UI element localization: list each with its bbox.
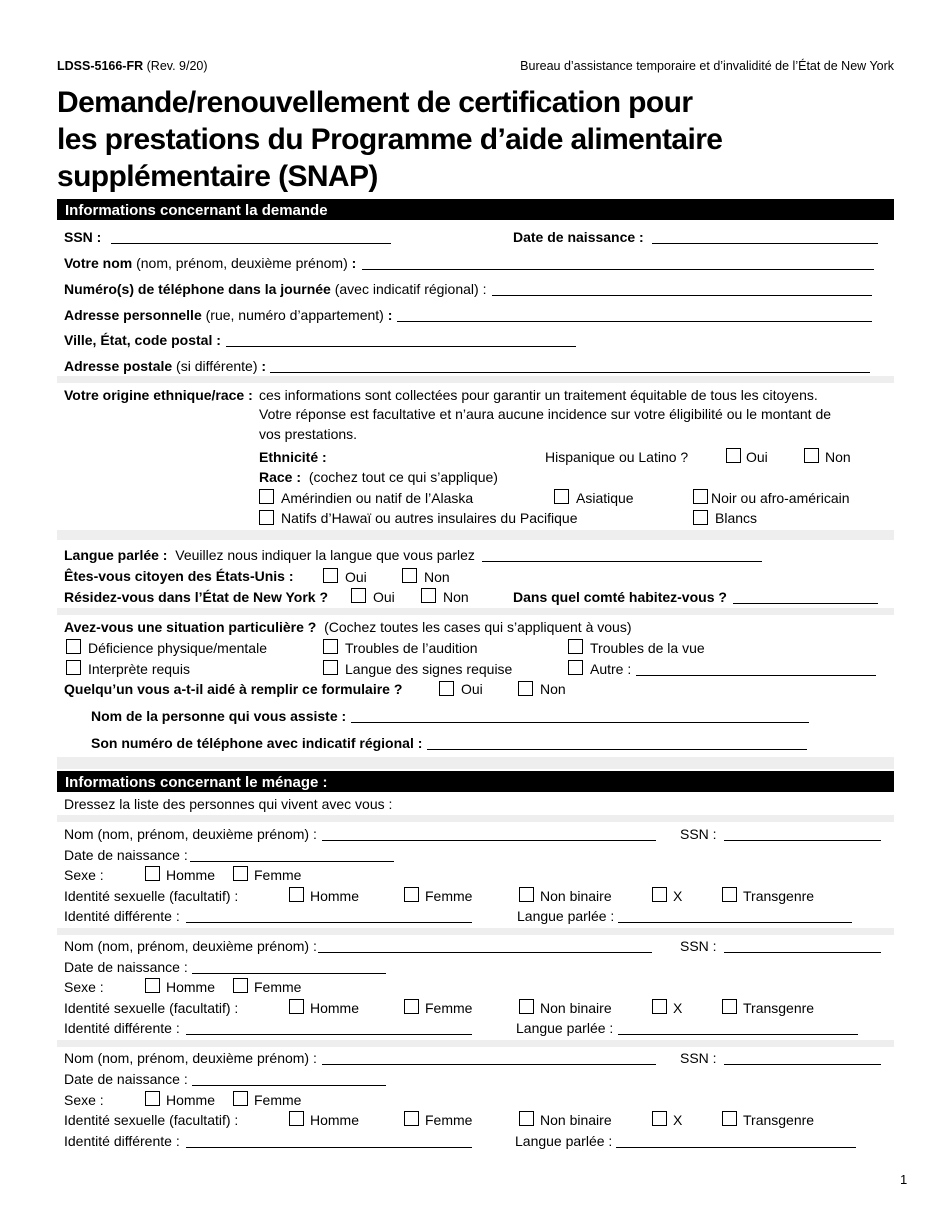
agency-name: Bureau d’assistance temporaire et d’invalidité de l’État de New York xyxy=(520,59,894,73)
mailing-label-bold: Adresse postale xyxy=(64,358,173,374)
special-other-label: Autre : xyxy=(590,661,632,677)
address-label xyxy=(64,308,392,322)
section-divider xyxy=(57,928,894,935)
member-sex-male-label: Homme xyxy=(166,867,216,883)
helper-phone-field[interactable] xyxy=(427,749,807,750)
member-name-label: Nom (nom, prénom, deuxième prénom) : xyxy=(64,938,317,954)
application-section-header xyxy=(57,199,894,220)
member-identity-female-label: Femme xyxy=(425,1000,473,1016)
race-asian-label: Asiatique xyxy=(576,490,634,506)
resident-no-label: Non xyxy=(443,589,469,605)
member-identity-label: Identité sexuelle (facultatif) : xyxy=(64,1000,239,1016)
member-sex-male-checkbox[interactable] xyxy=(145,978,160,993)
member-identity-male-checkbox[interactable] xyxy=(289,1111,304,1126)
member-identity-label: Identité sexuelle (facultatif) : xyxy=(64,888,239,904)
member-other-identity-label: Identité différente : xyxy=(64,908,180,924)
mailing-label-colon: : xyxy=(257,358,267,374)
member-identity-female-label: Femme xyxy=(425,1112,473,1128)
ethnicity-race-label: Votre origine ethnique/race : xyxy=(64,387,253,403)
member-ssn-field[interactable] xyxy=(724,1064,881,1065)
member-sex-female-label: Femme xyxy=(254,979,302,995)
member-language-field[interactable] xyxy=(616,1147,856,1148)
member-sex-male-label: Homme xyxy=(166,979,216,995)
household-section-title: Informations concernant le ménage : xyxy=(65,774,328,791)
member-identity-male-checkbox[interactable] xyxy=(289,999,304,1014)
language-prompt: Veuillez nous indiquer la langue que vous parlez xyxy=(175,547,475,563)
member-sex-female-checkbox[interactable] xyxy=(233,978,248,993)
member-identity-label: Identité sexuelle (facultatif) : xyxy=(64,1112,239,1128)
race-label-line xyxy=(259,470,498,484)
member-identity-nonbinary-checkbox[interactable] xyxy=(519,887,534,902)
member-language-field[interactable] xyxy=(618,922,852,923)
ssn-field[interactable] xyxy=(111,243,391,244)
mailing-label xyxy=(64,359,266,373)
page-number: 1 xyxy=(900,1172,908,1187)
name-label-colon: : xyxy=(347,255,357,271)
address-field[interactable] xyxy=(397,321,872,322)
citizen-yes-label: Oui xyxy=(345,569,367,585)
race-hint: (cochez tout ce qui s’applique) xyxy=(308,469,498,485)
special-line xyxy=(64,620,632,634)
special-hearing-label: Troubles de l’audition xyxy=(345,640,478,656)
helped-yes-label: Oui xyxy=(461,681,483,697)
county-question: Dans quel comté habitez-vous ? xyxy=(513,589,727,605)
hispanic-yes-label: Oui xyxy=(746,449,768,465)
address-label-bold: Adresse personnelle xyxy=(64,307,202,323)
form-revision: (Rev. 9/20) xyxy=(146,59,208,73)
section-divider xyxy=(57,1040,894,1047)
member-ssn-label: SSN : xyxy=(680,1050,717,1066)
member-dob-field[interactable] xyxy=(192,973,386,974)
member-language-label: Langue parlée : xyxy=(515,1133,613,1149)
title-line-3: supplémentaire (SNAP) xyxy=(57,160,378,193)
member-identity-female-checkbox[interactable] xyxy=(404,999,419,1014)
ethnicity-desc-1: ces informations sont collectées pour garantir un traitement équitable de tous les citoyens. xyxy=(259,387,818,403)
ethnicity-label: Ethnicité : xyxy=(259,449,327,465)
member-other-identity-label: Identité différente : xyxy=(64,1020,180,1036)
hispanic-no-checkbox[interactable] xyxy=(804,448,819,463)
hispanic-question: Hispanique ou Latino ? xyxy=(545,449,689,465)
helper-name-label: Nom de la personne qui vous assiste : xyxy=(91,708,347,724)
member-identity-transgender-checkbox[interactable] xyxy=(722,1111,737,1126)
special-hearing-checkbox[interactable] xyxy=(323,639,338,654)
phone-label xyxy=(64,282,486,296)
member-identity-transgender-label: Transgenre xyxy=(743,888,815,904)
member-identity-x-checkbox[interactable] xyxy=(652,999,667,1014)
race-native-american-label: Amérindien ou natif de l’Alaska xyxy=(281,490,474,506)
special-hint: (Cochez toutes les cases qui s’appliquent à vous) xyxy=(324,619,632,635)
address-label-hint: (rue, numéro d’appartement) xyxy=(201,307,384,323)
member-identity-nonbinary-label: Non binaire xyxy=(540,888,612,904)
member-identity-x-label: X xyxy=(673,1000,683,1016)
resident-no-checkbox[interactable] xyxy=(421,588,436,603)
member-name-label: Nom (nom, prénom, deuxième prénom) : xyxy=(64,1050,317,1066)
special-interpreter-checkbox[interactable] xyxy=(66,660,81,675)
special-label: Avez-vous une situation particulière ? xyxy=(64,619,317,635)
member-dob-label: Date de naissance : xyxy=(64,959,188,975)
member-identity-male-label: Homme xyxy=(310,1112,360,1128)
city-field[interactable] xyxy=(226,346,576,347)
section-divider xyxy=(57,815,894,822)
title-line-2: les prestations du Programme d’aide alimentaire xyxy=(57,123,723,156)
member-identity-transgender-label: Transgenre xyxy=(743,1000,815,1016)
household-section-header xyxy=(57,771,894,792)
member-dob-field[interactable] xyxy=(190,861,394,862)
county-field[interactable] xyxy=(733,603,878,604)
section-divider xyxy=(57,376,894,383)
special-vision-label: Troubles de la vue xyxy=(590,640,705,656)
ssn-label: SSN : xyxy=(64,229,102,245)
member-identity-x-checkbox[interactable] xyxy=(652,1111,667,1126)
member-name-field[interactable] xyxy=(322,1064,656,1065)
special-physical-label: Déficience physique/mentale xyxy=(88,640,267,656)
member-identity-nonbinary-label: Non binaire xyxy=(540,1000,612,1016)
name-label xyxy=(64,256,356,270)
special-vision-checkbox[interactable] xyxy=(568,639,583,654)
member-identity-male-checkbox[interactable] xyxy=(289,887,304,902)
race-white-label: Blancs xyxy=(715,510,758,526)
race-pacific-checkbox[interactable] xyxy=(259,510,274,525)
member-sex-label: Sexe : xyxy=(64,867,104,883)
member-identity-female-checkbox[interactable] xyxy=(404,1111,419,1126)
member-identity-male-label: Homme xyxy=(310,1000,360,1016)
member-dob-label: Date de naissance : xyxy=(64,847,188,863)
member-identity-transgender-checkbox[interactable] xyxy=(722,999,737,1014)
phone-label-bold: Numéro(s) de téléphone dans la journée xyxy=(64,281,331,297)
member-sex-male-checkbox[interactable] xyxy=(145,866,160,881)
citizen-no-label: Non xyxy=(424,569,450,585)
page-title xyxy=(57,84,937,195)
member-sex-female-checkbox[interactable] xyxy=(233,866,248,881)
member-sex-female-checkbox[interactable] xyxy=(233,1091,248,1106)
dob-field[interactable] xyxy=(652,243,878,244)
member-identity-nonbinary-checkbox[interactable] xyxy=(519,1111,534,1126)
household-instruction: Dressez la liste des personnes qui vivent avec vous : xyxy=(64,796,393,812)
address-label-colon: : xyxy=(383,307,393,323)
special-interpreter-label: Interprète requis xyxy=(88,661,190,677)
name-label-bold: Votre nom xyxy=(64,255,133,271)
member-identity-x-label: X xyxy=(673,1112,683,1128)
helper-name-field[interactable] xyxy=(351,722,809,723)
member-name-label: Nom (nom, prénom, deuxième prénom) : xyxy=(64,826,317,842)
citizen-yes-checkbox[interactable] xyxy=(323,568,338,583)
race-label: Race : xyxy=(259,469,302,485)
member-other-identity-label: Identité différente : xyxy=(64,1133,180,1149)
form-code: LDSS-5166-FR xyxy=(57,59,144,73)
ethnicity-desc-2: Votre réponse est facultative et n’aura aucune incidence sur votre éligibilité ou le montant de xyxy=(259,406,832,422)
member-sex-female-label: Femme xyxy=(254,867,302,883)
member-other-identity-field[interactable] xyxy=(186,1034,472,1035)
helped-question: Quelqu’un vous a-t-il aidé à remplir ce formulaire ? xyxy=(64,681,403,697)
member-sex-label: Sexe : xyxy=(64,979,104,995)
member-identity-transgender-label: Transgenre xyxy=(743,1112,815,1128)
citizen-no-checkbox[interactable] xyxy=(402,568,417,583)
phone-field[interactable] xyxy=(492,295,872,296)
member-name-field[interactable] xyxy=(318,952,652,953)
race-black-checkbox[interactable] xyxy=(693,489,708,504)
member-identity-female-label: Femme xyxy=(425,888,473,904)
race-black-label: Noir ou afro-américain xyxy=(711,490,850,506)
member-language-label: Langue parlée : xyxy=(517,908,615,924)
mailing-label-hint: (si différente) xyxy=(172,358,258,374)
citizen-question: Êtes-vous citoyen des États-Unis : xyxy=(64,568,294,584)
special-other-field[interactable] xyxy=(636,675,876,676)
member-sex-male-checkbox[interactable] xyxy=(145,1091,160,1106)
member-identity-female-checkbox[interactable] xyxy=(404,887,419,902)
title-line-1: Demande/renouvellement de certification pour xyxy=(57,86,693,119)
special-sign-language-label: Langue des signes requise xyxy=(345,661,513,677)
hispanic-no-label: Non xyxy=(825,449,851,465)
member-ssn-label: SSN : xyxy=(680,938,717,954)
hispanic-yes-checkbox[interactable] xyxy=(726,448,741,463)
member-other-identity-field[interactable] xyxy=(186,922,472,923)
helper-phone-label: Son numéro de téléphone avec indicatif régional : xyxy=(91,735,423,751)
helped-no-label: Non xyxy=(540,681,566,697)
race-asian-checkbox[interactable] xyxy=(554,489,569,504)
member-identity-male-label: Homme xyxy=(310,888,360,904)
member-sex-male-label: Homme xyxy=(166,1092,216,1108)
section-divider xyxy=(57,757,894,769)
name-label-hint: (nom, prénom, deuxième prénom) xyxy=(132,255,348,271)
member-other-identity-field[interactable] xyxy=(186,1147,472,1148)
helped-no-checkbox[interactable] xyxy=(518,681,533,696)
member-language-label: Langue parlée : xyxy=(516,1020,614,1036)
section-divider xyxy=(57,608,894,615)
member-ssn-label: SSN : xyxy=(680,826,717,842)
dob-label: Date de naissance : xyxy=(513,229,644,245)
member-identity-x-label: X xyxy=(673,888,683,904)
city-label: Ville, État, code postal : xyxy=(64,332,221,348)
member-dob-label: Date de naissance : xyxy=(64,1071,188,1087)
language-field[interactable] xyxy=(482,561,762,562)
member-language-field[interactable] xyxy=(618,1034,858,1035)
race-white-checkbox[interactable] xyxy=(693,510,708,525)
special-sign-language-checkbox[interactable] xyxy=(323,660,338,675)
member-identity-transgender-checkbox[interactable] xyxy=(722,887,737,902)
member-name-field[interactable] xyxy=(322,840,656,841)
race-native-american-checkbox[interactable] xyxy=(259,489,274,504)
language-label: Langue parlée : xyxy=(64,547,168,563)
resident-question: Résidez-vous dans l’État de New York ? xyxy=(64,589,328,605)
resident-yes-checkbox[interactable] xyxy=(351,588,366,603)
helped-yes-checkbox[interactable] xyxy=(439,681,454,696)
mailing-field[interactable] xyxy=(270,372,870,373)
language-line xyxy=(64,548,475,562)
member-identity-x-checkbox[interactable] xyxy=(652,887,667,902)
resident-yes-label: Oui xyxy=(373,589,395,605)
member-identity-nonbinary-checkbox[interactable] xyxy=(519,999,534,1014)
member-dob-field[interactable] xyxy=(192,1085,386,1086)
member-sex-label: Sexe : xyxy=(64,1092,104,1108)
member-sex-female-label: Femme xyxy=(254,1092,302,1108)
special-other-checkbox[interactable] xyxy=(568,660,583,675)
special-physical-checkbox[interactable] xyxy=(66,639,81,654)
section-divider xyxy=(57,530,894,540)
member-ssn-field[interactable] xyxy=(724,952,881,953)
member-identity-nonbinary-label: Non binaire xyxy=(540,1112,612,1128)
form-code-line xyxy=(57,60,208,73)
phone-label-hint: (avec indicatif régional) : xyxy=(330,281,487,297)
application-section-title: Informations concernant la demande xyxy=(65,202,328,219)
member-ssn-field[interactable] xyxy=(724,840,881,841)
name-field[interactable] xyxy=(362,269,874,270)
ethnicity-desc-3: vos prestations. xyxy=(259,426,358,442)
race-pacific-label: Natifs d’Hawaï ou autres insulaires du Pacifique xyxy=(281,510,578,526)
